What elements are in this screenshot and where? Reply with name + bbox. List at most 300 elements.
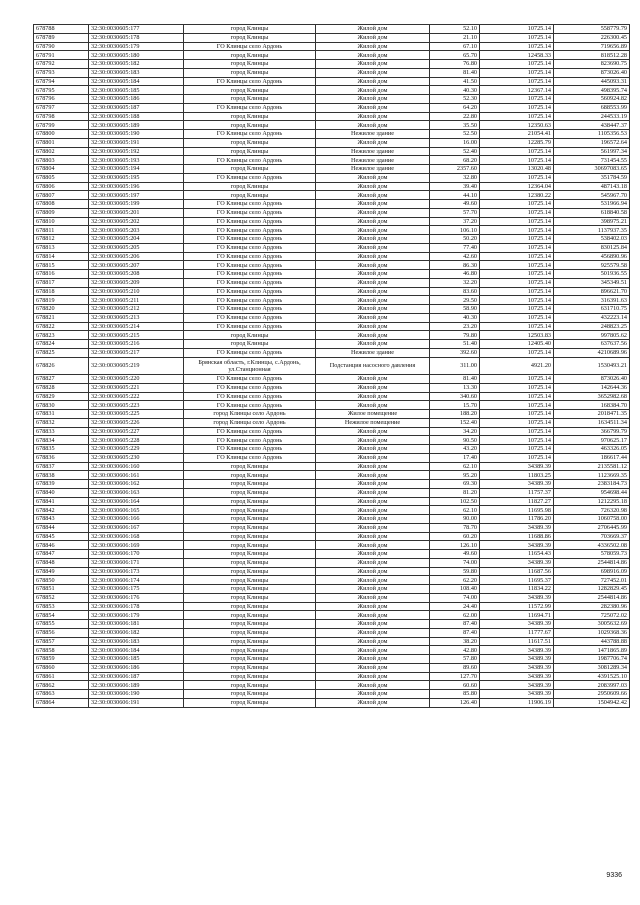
- cell-cadastral-number: 32:30:0030606:161: [89, 471, 184, 480]
- cell-rate: 11906.19: [480, 698, 554, 707]
- cell-rate: 13020.48: [480, 165, 554, 174]
- cell-rate: 34389.39: [480, 593, 554, 602]
- cell-address: город Клинцы: [184, 515, 316, 524]
- cell-cadastral-value: 531966.94: [554, 200, 630, 209]
- cell-area: 64.20: [430, 103, 480, 112]
- cell-row-id: 678843: [34, 515, 89, 524]
- cell-area: 81.40: [430, 375, 480, 384]
- table-row: [34, 305, 630, 314]
- cell-object-type: Жилой дом: [316, 655, 430, 664]
- cell-cadastral-value: 186617.44: [554, 453, 630, 462]
- cell-row-id: 678856: [34, 628, 89, 637]
- cell-object-type: Жилой дом: [316, 471, 430, 480]
- cell-rate: 10725.14: [480, 95, 554, 104]
- cell-cadastral-number: 32:30:0030605:208: [89, 270, 184, 279]
- cell-object-type: Жилой дом: [316, 698, 430, 707]
- cell-address: город Клинцы: [184, 532, 316, 541]
- cell-cadastral-value: 873026.40: [554, 375, 630, 384]
- cell-address: город Клинцы: [184, 523, 316, 532]
- cell-address: город Клинцы село Ардонь: [184, 418, 316, 427]
- table-row: [34, 681, 630, 690]
- cell-area: 60.60: [430, 681, 480, 690]
- cell-cadastral-number: 32:30:0030606:163: [89, 488, 184, 497]
- cell-address: город Клинцы: [184, 60, 316, 69]
- cell-row-id: 678793: [34, 68, 89, 77]
- cell-object-type: Жилой дом: [316, 681, 430, 690]
- cell-address: город Клинцы: [184, 558, 316, 567]
- cell-row-id: 678863: [34, 690, 89, 699]
- cell-cadastral-number: 32:30:0030605:193: [89, 156, 184, 165]
- table-row: [34, 147, 630, 156]
- cell-row-id: 678833: [34, 427, 89, 436]
- table-row: [34, 515, 630, 524]
- cell-cadastral-number: 32:30:0030605:185: [89, 86, 184, 95]
- cell-object-type: Жилой дом: [316, 392, 430, 401]
- cell-rate: 10725.14: [480, 77, 554, 86]
- cell-rate: 10725.14: [480, 436, 554, 445]
- cell-cadastral-number: 32:30:0030605:182: [89, 60, 184, 69]
- cell-cadastral-number: 32:30:0030605:179: [89, 42, 184, 51]
- cell-object-type: Жилой дом: [316, 33, 430, 42]
- cell-cadastral-number: 32:30:0030605:210: [89, 287, 184, 296]
- table-row: [34, 383, 630, 392]
- table-row: [34, 628, 630, 637]
- cell-cadastral-value: 954698.44: [554, 488, 630, 497]
- cell-rate: 11834.22: [480, 585, 554, 594]
- cell-rate: 10725.14: [480, 261, 554, 270]
- cell-cadastral-value: 501936.55: [554, 270, 630, 279]
- cell-object-type: Жилой дом: [316, 523, 430, 532]
- cell-area: 57.70: [430, 208, 480, 217]
- table-row: [34, 331, 630, 340]
- table-row: [34, 392, 630, 401]
- cell-cadastral-number: 32:30:0030606:185: [89, 655, 184, 664]
- cell-rate: 10725.14: [480, 200, 554, 209]
- cell-row-id: 678845: [34, 532, 89, 541]
- cell-address: ГО Клинцы село Ардонь: [184, 200, 316, 209]
- table-row: [34, 602, 630, 611]
- cell-row-id: 678789: [34, 33, 89, 42]
- cell-row-id: 678828: [34, 383, 89, 392]
- table-row: [34, 611, 630, 620]
- cell-cadastral-number: 32:30:0030606:182: [89, 628, 184, 637]
- cell-row-id: 678837: [34, 462, 89, 471]
- table-row: [34, 663, 630, 672]
- cell-rate: 11757.37: [480, 488, 554, 497]
- cell-rate: 10725.14: [480, 305, 554, 314]
- cell-address: город Клинцы: [184, 611, 316, 620]
- cell-object-type: Жилой дом: [316, 25, 430, 34]
- cell-row-id: 678838: [34, 471, 89, 480]
- table-row: [34, 138, 630, 147]
- cell-area: 106.10: [430, 226, 480, 235]
- cell-area: 22.80: [430, 112, 480, 121]
- cell-rate: 10725.14: [480, 33, 554, 42]
- cell-cadastral-number: 32:30:0030605:230: [89, 453, 184, 462]
- cell-cadastral-number: 32:30:0030606:175: [89, 585, 184, 594]
- table-row: [34, 86, 630, 95]
- cell-rate: 11687.56: [480, 567, 554, 576]
- cell-area: 68.20: [430, 156, 480, 165]
- cell-area: 2357.60: [430, 165, 480, 174]
- table-row: [34, 42, 630, 51]
- table-row: [34, 567, 630, 576]
- cell-row-id: 678809: [34, 208, 89, 217]
- cell-object-type: Жилой дом: [316, 383, 430, 392]
- cell-row-id: 678850: [34, 576, 89, 585]
- cell-row-id: 678832: [34, 418, 89, 427]
- cell-address: город Клинцы: [184, 331, 316, 340]
- table-row: [34, 427, 630, 436]
- table-row: [34, 410, 630, 419]
- cell-area: 46.80: [430, 270, 480, 279]
- cell-area: 87.40: [430, 620, 480, 629]
- cell-area: 62.20: [430, 576, 480, 585]
- cell-cadastral-value: 445093.31: [554, 77, 630, 86]
- table-row: [34, 235, 630, 244]
- cell-cadastral-number: 32:30:0030606:181: [89, 620, 184, 629]
- cell-area: 95.20: [430, 471, 480, 480]
- cell-address: ГО Клинцы село Ардонь: [184, 42, 316, 51]
- cell-area: 60.20: [430, 532, 480, 541]
- cell-area: 32.20: [430, 278, 480, 287]
- cell-address: город Клинцы: [184, 567, 316, 576]
- cell-area: 108.40: [430, 585, 480, 594]
- cell-row-id: 678820: [34, 305, 89, 314]
- cell-rate: 34389.39: [480, 655, 554, 664]
- cell-cadastral-value: 1987706.74: [554, 655, 630, 664]
- cell-rate: 10725.14: [480, 383, 554, 392]
- table-row: [34, 68, 630, 77]
- cell-cadastral-number: 32:30:0030605:204: [89, 235, 184, 244]
- cell-area: 67.10: [430, 42, 480, 51]
- cell-cadastral-number: 32:30:0030606:179: [89, 611, 184, 620]
- cell-row-id: 678800: [34, 130, 89, 139]
- cell-cadastral-number: 32:30:0030605:196: [89, 182, 184, 191]
- cell-area: 15.70: [430, 401, 480, 410]
- cell-cadastral-number: 32:30:0030605:209: [89, 278, 184, 287]
- cell-object-type: Жилой дом: [316, 515, 430, 524]
- cell-cadastral-number: 32:30:0030605:229: [89, 445, 184, 454]
- cell-rate: 10725.14: [480, 270, 554, 279]
- cell-row-id: 678788: [34, 25, 89, 34]
- cell-cadastral-value: 282380.96: [554, 602, 630, 611]
- table-row: [34, 506, 630, 515]
- cell-address: ГО Клинцы село Ардонь: [184, 427, 316, 436]
- cell-address: город Клинцы: [184, 506, 316, 515]
- cell-object-type: Нежилое помещение: [316, 418, 430, 427]
- cell-area: 62.10: [430, 506, 480, 515]
- cell-rate: 10725.14: [480, 296, 554, 305]
- cell-rate: 11572.99: [480, 602, 554, 611]
- cell-object-type: Жилой дом: [316, 86, 430, 95]
- cell-object-type: Жилой дом: [316, 480, 430, 489]
- cell-address: город Клинцы: [184, 86, 316, 95]
- cell-cadastral-value: 725072.02: [554, 611, 630, 620]
- cell-object-type: Жилой дом: [316, 226, 430, 235]
- cell-object-type: Жилой дом: [316, 550, 430, 559]
- cell-object-type: Жилой дом: [316, 620, 430, 629]
- cell-area: 32.80: [430, 173, 480, 182]
- cell-object-type: Жилой дом: [316, 235, 430, 244]
- cell-row-id: 678790: [34, 42, 89, 51]
- cell-area: 52.50: [430, 130, 480, 139]
- cell-row-id: 678861: [34, 672, 89, 681]
- cell-area: 21.10: [430, 33, 480, 42]
- cell-cadastral-value: 351784.59: [554, 173, 630, 182]
- cell-cadastral-number: 32:30:0030605:212: [89, 305, 184, 314]
- cell-cadastral-value: 698916.09: [554, 567, 630, 576]
- cell-area: 311.00: [430, 357, 480, 375]
- cell-rate: 10725.14: [480, 287, 554, 296]
- cell-rate: 11695.98: [480, 506, 554, 515]
- cell-object-type: Подстанция насосного давления: [316, 357, 430, 375]
- cell-address: город Клинцы: [184, 33, 316, 42]
- cell-address: город Клинцы: [184, 182, 316, 191]
- cell-area: 43.20: [430, 445, 480, 454]
- table-row: [34, 296, 630, 305]
- cell-cadastral-number: 32:30:0030606:169: [89, 541, 184, 550]
- cell-address: город Клинцы: [184, 138, 316, 147]
- cell-address: ГО Клинцы село Ардонь: [184, 445, 316, 454]
- cell-address: город Клинцы: [184, 471, 316, 480]
- cell-row-id: 678855: [34, 620, 89, 629]
- cell-cadastral-number: 32:30:0030605:213: [89, 313, 184, 322]
- cell-area: 23.20: [430, 322, 480, 331]
- cell-object-type: Жилой дом: [316, 690, 430, 699]
- cell-row-id: 678836: [34, 453, 89, 462]
- cell-row-id: 678808: [34, 200, 89, 209]
- cell-rate: 11688.86: [480, 532, 554, 541]
- cell-object-type: Нежилое здание: [316, 130, 430, 139]
- cell-cadastral-value: 688553.99: [554, 103, 630, 112]
- cell-area: 38.20: [430, 637, 480, 646]
- cell-cadastral-number: 32:30:0030606:162: [89, 480, 184, 489]
- cell-area: 89.60: [430, 663, 480, 672]
- cell-cadastral-number: 32:30:0030606:171: [89, 558, 184, 567]
- cell-object-type: Жилой дом: [316, 200, 430, 209]
- cell-cadastral-value: 726320.98: [554, 506, 630, 515]
- cell-rate: 34389.39: [480, 558, 554, 567]
- cell-rate: 10725.14: [480, 348, 554, 357]
- cell-rate: 34389.39: [480, 523, 554, 532]
- table-row: [34, 488, 630, 497]
- cell-area: 49.60: [430, 550, 480, 559]
- cell-row-id: 678795: [34, 86, 89, 95]
- cell-rate: 11786.20: [480, 515, 554, 524]
- cell-row-id: 678802: [34, 147, 89, 156]
- cell-address: город Клинцы: [184, 497, 316, 506]
- cell-row-id: 678796: [34, 95, 89, 104]
- cell-address: ГО Клинцы село Ардонь: [184, 305, 316, 314]
- table-row: [34, 480, 630, 489]
- cell-row-id: 678817: [34, 278, 89, 287]
- cell-cadastral-number: 32:30:0030606:173: [89, 567, 184, 576]
- cell-area: 44.10: [430, 191, 480, 200]
- cell-cadastral-value: 1282829.45: [554, 585, 630, 594]
- table-row: [34, 278, 630, 287]
- cell-cadastral-number: 32:30:0030605:201: [89, 208, 184, 217]
- cell-cadastral-number: 32:30:0030605:211: [89, 296, 184, 305]
- cell-row-id: 678834: [34, 436, 89, 445]
- cell-object-type: Жилой дом: [316, 541, 430, 550]
- table-row: [34, 121, 630, 130]
- cell-address: ГО Клинцы село Ардонь: [184, 322, 316, 331]
- cell-rate: 10725.14: [480, 147, 554, 156]
- cell-rate: 11694.71: [480, 611, 554, 620]
- cell-area: 74.00: [430, 558, 480, 567]
- cell-cadastral-value: 168384.70: [554, 401, 630, 410]
- cell-row-id: 678848: [34, 558, 89, 567]
- cell-cadastral-number: 32:30:0030605:191: [89, 138, 184, 147]
- cell-cadastral-number: 32:30:0030605:203: [89, 226, 184, 235]
- table-row: [34, 453, 630, 462]
- table-row: [34, 593, 630, 602]
- table-row: [34, 436, 630, 445]
- cell-row-id: 678847: [34, 550, 89, 559]
- cell-row-id: 678857: [34, 637, 89, 646]
- cell-rate: 10725.14: [480, 217, 554, 226]
- cell-row-id: 678822: [34, 322, 89, 331]
- cell-rate: 10725.14: [480, 173, 554, 182]
- cell-cadastral-value: 1029368.36: [554, 628, 630, 637]
- cell-cadastral-number: 32:30:0030605:186: [89, 95, 184, 104]
- cell-rate: 10725.14: [480, 418, 554, 427]
- cell-address: город Клинцы: [184, 147, 316, 156]
- cell-cadastral-number: 32:30:0030605:197: [89, 191, 184, 200]
- cell-row-id: 678812: [34, 235, 89, 244]
- cell-cadastral-value: 1530493.21: [554, 357, 630, 375]
- cell-address: город Клинцы: [184, 628, 316, 637]
- cell-cadastral-value: 498395.74: [554, 86, 630, 95]
- cell-object-type: Жилой дом: [316, 646, 430, 655]
- cell-cadastral-number: 32:30:0030605:190: [89, 130, 184, 139]
- cell-object-type: Жилой дом: [316, 42, 430, 51]
- cell-address: город Клинцы: [184, 672, 316, 681]
- cell-object-type: Жилой дом: [316, 445, 430, 454]
- cell-rate: 10725.14: [480, 235, 554, 244]
- cell-row-id: 678803: [34, 156, 89, 165]
- cell-cadastral-number: 32:30:0030606:178: [89, 602, 184, 611]
- cell-address: город Клинцы: [184, 550, 316, 559]
- cell-cadastral-number: 32:30:0030606:174: [89, 576, 184, 585]
- table-row: [34, 217, 630, 226]
- cell-cadastral-number: 32:30:0030605:223: [89, 401, 184, 410]
- table-row: [34, 25, 630, 34]
- cell-object-type: Жилой дом: [316, 270, 430, 279]
- cell-object-type: Жилой дом: [316, 637, 430, 646]
- cell-cadastral-value: 896621.70: [554, 287, 630, 296]
- cell-cadastral-value: 487143.18: [554, 182, 630, 191]
- cell-rate: 12503.83: [480, 331, 554, 340]
- cell-area: 188.20: [430, 410, 480, 419]
- cell-area: 85.80: [430, 690, 480, 699]
- cell-rate: 10725.14: [480, 60, 554, 69]
- cell-row-id: 678816: [34, 270, 89, 279]
- cell-area: 17.40: [430, 453, 480, 462]
- cell-cadastral-value: 727452.01: [554, 576, 630, 585]
- cell-address: ГО Клинцы село Ардонь: [184, 156, 316, 165]
- cell-area: 126.40: [430, 698, 480, 707]
- cell-cadastral-number: 32:30:0030606:164: [89, 497, 184, 506]
- cell-object-type: Жилой дом: [316, 436, 430, 445]
- cell-object-type: Жилой дом: [316, 585, 430, 594]
- cell-rate: 12405.40: [480, 340, 554, 349]
- table-row: [34, 637, 630, 646]
- cell-cadastral-number: 32:30:0030606:166: [89, 515, 184, 524]
- cell-cadastral-number: 32:30:0030605:187: [89, 103, 184, 112]
- cell-cadastral-number: 32:30:0030605:219: [89, 357, 184, 375]
- cell-address: ГО Клинцы село Ардонь: [184, 226, 316, 235]
- cell-cadastral-value: 366799.79: [554, 427, 630, 436]
- cell-object-type: Жилой дом: [316, 602, 430, 611]
- cell-cadastral-value: 538402.03: [554, 235, 630, 244]
- cell-object-type: Жилой дом: [316, 375, 430, 384]
- cell-rate: 12367.14: [480, 86, 554, 95]
- cell-cadastral-value: 2706445.99: [554, 523, 630, 532]
- cell-address: город Клинцы: [184, 340, 316, 349]
- cell-object-type: Жилой дом: [316, 488, 430, 497]
- cell-area: 37.20: [430, 217, 480, 226]
- cell-rate: 10725.14: [480, 252, 554, 261]
- cell-row-id: 678821: [34, 313, 89, 322]
- cell-cadastral-value: 432223.14: [554, 313, 630, 322]
- cell-rate: 10725.14: [480, 208, 554, 217]
- cell-area: 52.10: [430, 25, 480, 34]
- cell-row-id: 678807: [34, 191, 89, 200]
- table-row: [34, 497, 630, 506]
- cell-object-type: Жилой дом: [316, 121, 430, 130]
- cell-object-type: Жилой дом: [316, 182, 430, 191]
- table-row: [34, 103, 630, 112]
- cell-address: город Клинцы: [184, 121, 316, 130]
- cell-cadastral-number: 32:30:0030605:195: [89, 173, 184, 182]
- cell-cadastral-value: 618840.58: [554, 208, 630, 217]
- cell-cadastral-value: 398975.21: [554, 217, 630, 226]
- cell-area: 126.10: [430, 541, 480, 550]
- cell-rate: 34389.39: [480, 646, 554, 655]
- cell-cadastral-value: 2135581.12: [554, 462, 630, 471]
- table-row: [34, 173, 630, 182]
- cell-rate: 12350.63: [480, 121, 554, 130]
- cell-address: город Клинцы: [184, 690, 316, 699]
- cell-area: 152.40: [430, 418, 480, 427]
- cell-row-id: 678813: [34, 243, 89, 252]
- cell-address: город Клинцы: [184, 698, 316, 707]
- table-row: [34, 243, 630, 252]
- cell-address: город Клинцы: [184, 576, 316, 585]
- cell-row-id: 678794: [34, 77, 89, 86]
- cell-cadastral-value: 970625.17: [554, 436, 630, 445]
- cell-rate: 10725.14: [480, 453, 554, 462]
- cell-cadastral-value: 196572.64: [554, 138, 630, 147]
- cell-row-id: 678815: [34, 261, 89, 270]
- cell-cadastral-number: 32:30:0030605:184: [89, 77, 184, 86]
- cell-address: город Клинцы: [184, 51, 316, 60]
- cell-cadastral-value: 558779.79: [554, 25, 630, 34]
- cell-object-type: Жилой дом: [316, 287, 430, 296]
- cell-row-id: 678827: [34, 375, 89, 384]
- cell-cadastral-value: 463326.05: [554, 445, 630, 454]
- cell-area: 24.40: [430, 602, 480, 611]
- cell-cadastral-number: 32:30:0030605:216: [89, 340, 184, 349]
- table-row: [34, 550, 630, 559]
- cell-cadastral-value: 637637.56: [554, 340, 630, 349]
- cell-object-type: Жилой дом: [316, 278, 430, 287]
- cell-address: ГО Клинцы село Ардонь: [184, 217, 316, 226]
- cell-cadastral-number: 32:30:0030605:194: [89, 165, 184, 174]
- cell-object-type: Нежилое здание: [316, 348, 430, 357]
